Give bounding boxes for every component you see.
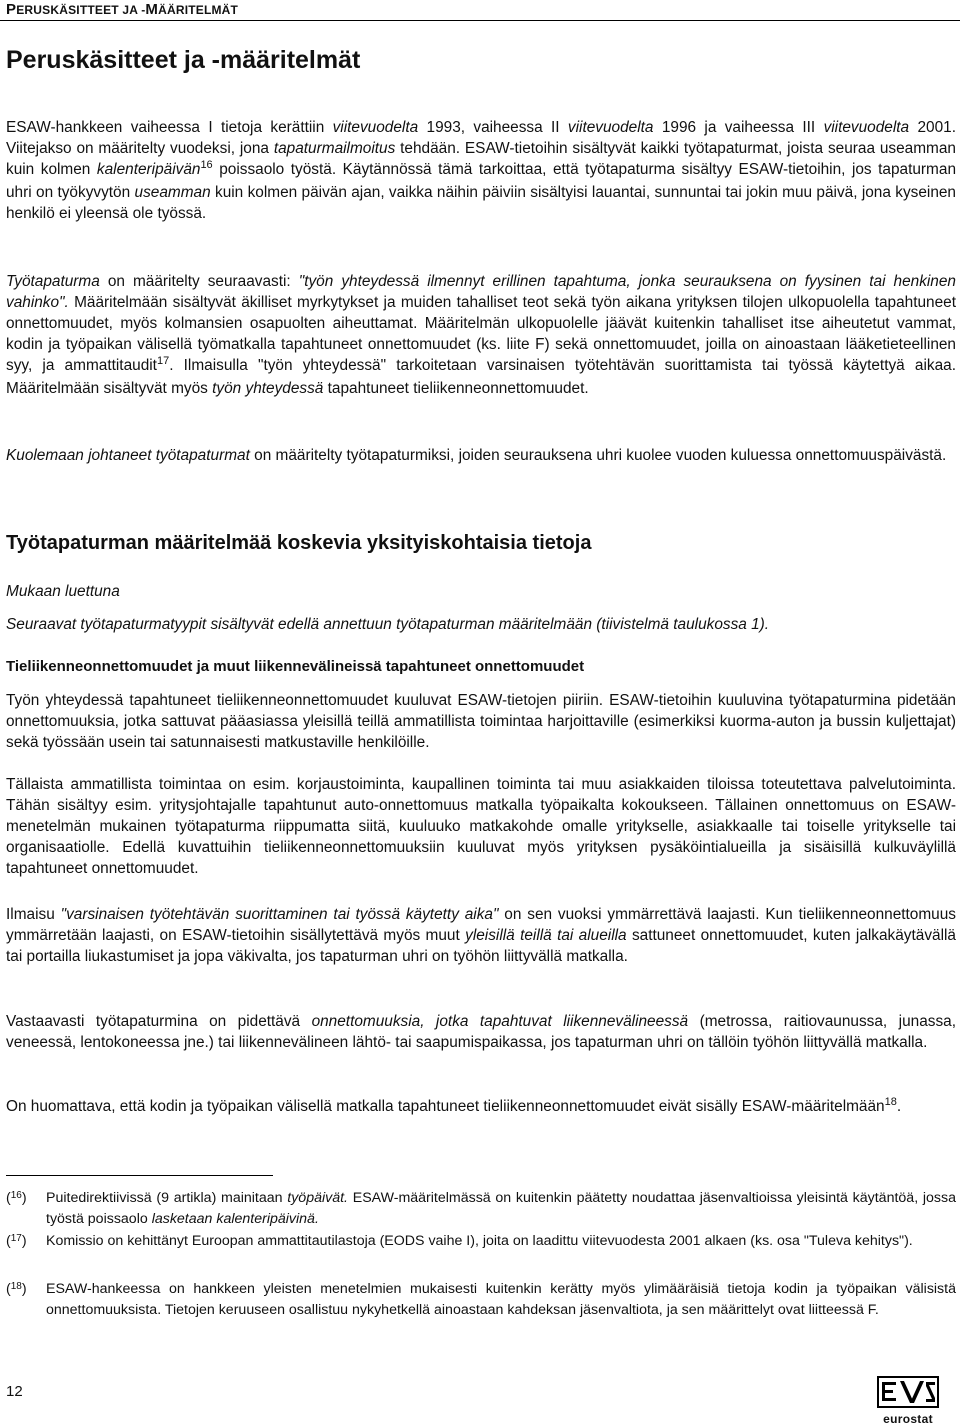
section-title: Työtapaturman määritelmää koskevia yksityiskohtaisia tietoja — [6, 532, 592, 554]
footnote-text: ESAW-hankeessa on hankkeen yleisten menetelmien mukaisesti kuitenkin kerätty myös ylimääräisiä tietoja kodin ja työpaikan välisistä onnettomuuksista. Tietojen keruuseen osallistuu nykyhetkellä ainoastaan kahdeksan jäsenvaltiota, ja sen määrittelyt ovat liitteessä F. — [46, 1281, 956, 1318]
running-header — [6, 1, 238, 18]
road-paragraph-2: Tällaista ammatillista toimintaa on esim. korjaustoiminta, kaupallinen toiminta tai muu asiakkaiden tiloissa toteutettava palvelutoiminta. Tähän sisältyy esim. yritysjohtajalle tapahtunut auto-onnettomuus matkalla työpaikalta kokoukseen. Tällainen onnettomuus on ESAW-menetelmän mukainen työtapaturma riippumatta siitä, kuuluuko matkakohde omalle yritykselle, asiakkaalle tai toiselle yritykselle tai organisaatiolle. Edellä kuvattuihin tieliikenneonnettomuuksiin kuuluvat myös yrityksen pysäköintialueilla ja sisäisillä kulkuväylillä tapahtuneet onnettomuudet. — [6, 776, 956, 877]
running-header-part: ERUSKÄSITTEET JA - — [16, 3, 146, 17]
fatal-accidents-paragraph: Kuolemaan johtaneet työtapaturmat on määritelty työtapaturmiksi, joiden seurauksena uhri kuolee vuoden kuluessa onnettomuuspäivästä. — [6, 447, 947, 464]
footnote-ref-17[interactable]: 17 — [156, 355, 170, 367]
footnote-text: Puitedirektiivissä (9 artikla) mainitaan työpäivät. ESAW-määritelmässä on kuitenkin päätetty noudattaa jäsenvaltioissa yleisintä käytäntöä, jossa työstä poissaolo lasketaan kalenteripäivinä. — [46, 1190, 956, 1227]
road-paragraph-4: Vastaavasti työtapaturmina on pidettävä onnettomuuksia, jotka tapahtuvat liikennevälineessä (metrossa, raitiovaunussa, junassa, veneessä, lentokoneessa jne.) tai liikennevälineen lähtö- tai saapumispaikassa, jos tapaturman uhri on tällöin työhön liittyvällä matkalla. — [6, 1013, 956, 1051]
footnote-marker: ($^{18}$) — [6, 1281, 27, 1297]
running-header-part: ÄÄRITELMÄT — [158, 3, 239, 17]
road-paragraph-1: Työn yhteydessä tapahtuneet tieliikenneonnettomuudet kuuluvat ESAW-tietojen piiriin. ESAW-tietoihin kuuluvina työtapaturmina pidetään onnettomuuksia, jotka sattuvat pääasiassa yleisillä teillä ammatillista toimintaa harjoittaville (esimerkiksi kuorma-auton ja bussin kuljettajat) sekä työssään usein tai satunnaisesti matkustaville henkilöille. — [6, 692, 956, 751]
page-number: 12 — [6, 1383, 23, 1400]
included-label: Mukaan luettuna — [6, 583, 120, 600]
footnote-18 — [6, 1279, 956, 1320]
footnote-separator — [6, 1175, 273, 1176]
road-paragraph-3: Ilmaisu "varsinaisen työtehtävän suorittaminen tai työssä käytetty aika" on sen vuoksi ymmärrettävä laajasti. Kun tieliikenneonnettomuus ymmärretään laajasti, on ESAW-tietoihin sisällytettävä myös muut yleisillä teillä tai alueilla sattuneet onnettomuudet, kuten jalkakäytävällä tai portailla liukastumiset ja jopa väkivalta, jos tapaturman uhri on työhön liittyvällä matkalla. — [6, 906, 956, 965]
footnote-marker: ($^{17}$) — [6, 1233, 27, 1249]
page-title: Peruskäsitteet ja -määritelmät — [6, 46, 361, 74]
logo-text: eurostat — [883, 1412, 933, 1426]
footnote-ref-16[interactable]: 16 — [200, 159, 213, 171]
footnote-marker: ($^{16}$) — [6, 1190, 27, 1206]
subsection-title: Tieliikenneonnettomuudet ja muut liikennevälineissä tapahtuneet onnettomuudet — [6, 658, 585, 675]
header-rule — [0, 20, 960, 21]
footnote-16 — [6, 1188, 956, 1229]
footnote-text: Komissio on kehittänyt Euroopan ammattitautilastoja (EODS vaihe I), joita on laadittu viitevuodesta 2001 alkaen (ks. osa "Tuleva kehitys"). — [46, 1233, 913, 1249]
footnote-ref-18[interactable]: 18 — [884, 1096, 897, 1108]
footnote-17 — [6, 1231, 956, 1252]
running-header-part: M — [145, 1, 159, 18]
definition-paragraph: Työtapaturma on määritelty seuraavasti: "työn yhteydessä ilmennyt erillinen tapahtuma, jonka seurauksena on fyysinen tai henkinen vahinko". Määritelmään sisältyvät äkilliset myrkytykset ja muiden tahalliset teot sekä työn aikana yrityksen tilojen ulkopuolella tapahtuneet onnettomuudet, myös kolmansien osapuolten aiheuttamat. Määritelmän ulkopuolelle jäävät kuitenkin tahalliset itse aiheutetut vammat, kodin ja työpaikan välisellä työmatkalla tapahtuneet onnettomuudet (ks. liite F) sekä onnettomuudet, joilla on ainoastaan lääketieteellinen syy, ja ammattitaudit$^{17}$. Ilmaisulla "työn yhteydessä" tarkoitetaan varsinaisen työtehtävän suorittamista tai työssä käytettyä aikaa. Määritelmään sisältyvät myös työn yhteydessä tapahtuneet tieliikenneonnettomuudet. — [6, 273, 956, 397]
running-header-part: P — [6, 1, 17, 18]
included-text: Seuraavat työtapaturmatyypit sisältyvät edellä annettuun työtapaturman määritelmään (tiivistelmä taulukossa 1). — [6, 616, 770, 633]
road-paragraph-5: On huomattava, että kodin ja työpaikan välisellä matkalla tapahtuneet tieliikenneonnettomuudet eivät sisälly ESAW-määritelmään$^{18}$. — [6, 1096, 902, 1115]
eurostat-logo-icon — [877, 1376, 939, 1408]
intro-paragraph: ESAW-hankkeen vaiheessa I tietoja kerättiin viitevuodelta 1993, vaiheessa II viitevuodelta 1996 ja vaiheessa III viitevuodelta 2001. Viitejakso on määritelty vuodeksi, jona tapaturmailmoitus tehdään. ESAW-tietoihin sisältyvät kaikki työtapaturmat, joista seuraa useamman kuin kolmen kalenteripäivän$^{16}$ poissaolo työstä. Käytännössä tämä tarkoittaa, että työtapaturma sisältyy ESAW-tietoihin, jos tapaturman uhri on työkyvytön useamman kuin kolmen päivän ajan, vaikka näihin päiviin sisältyisi lauantai, sunnuntai tai jokin muu päivä, jona kyseinen henkilö ei yleensä ole työssä. — [6, 119, 956, 222]
